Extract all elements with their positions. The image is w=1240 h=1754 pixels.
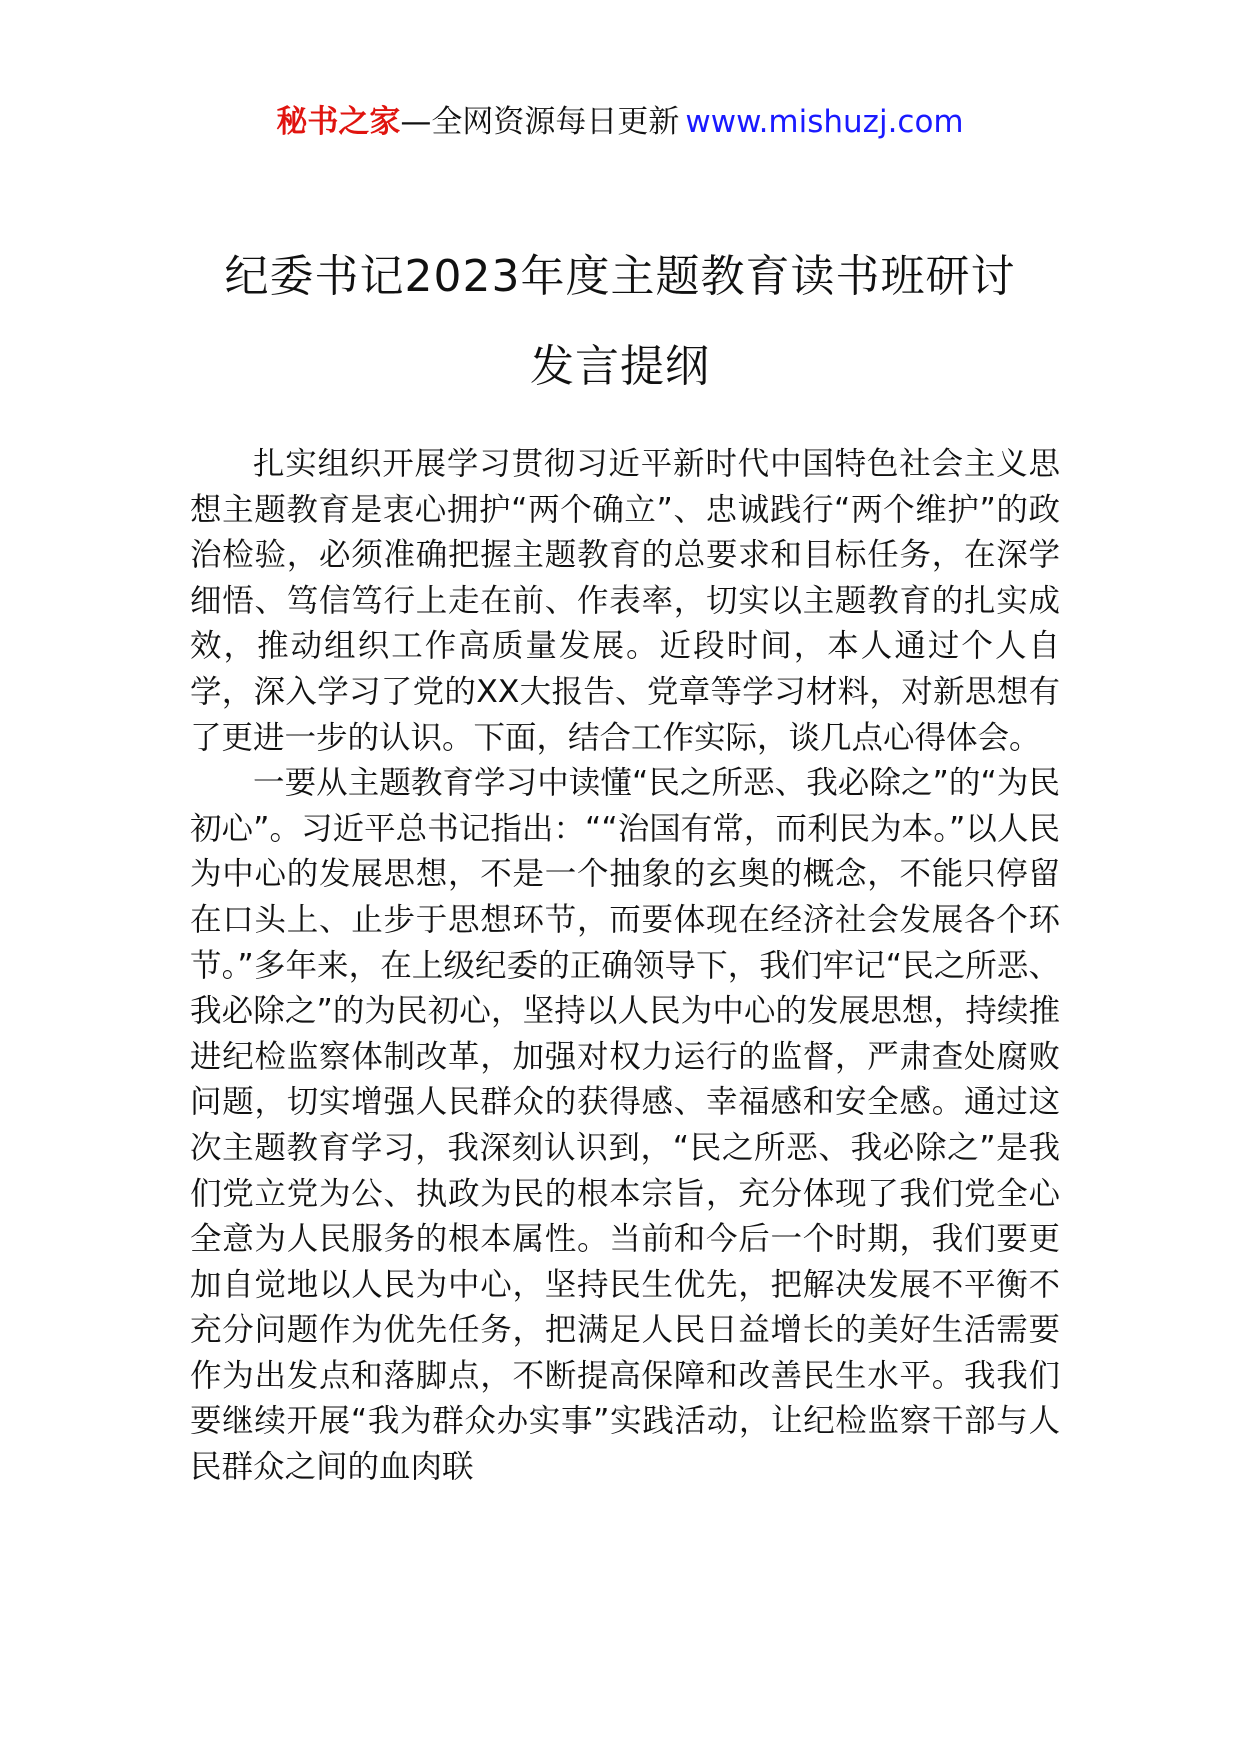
body-paragraph: 扎实组织开展学习贯彻习近平新时代中国特色社会主义思想主题教育是衷心拥护“两个确立”、忠诚践行“两个维护”的政治检验，必须准确把握主题教育的总要求和目标任务，在深学细悟、笃信笃行上走在前、作表率，切实以主题教育的扎实成效，推动组织工作高质量发展。近段时间，本人通过个人自学，深入学习了党的XX大报告、党章等学习材料，对新思想有了更进一步的认识。下面，结合工作实际，谈几点心得体会。: [190, 446, 1060, 756]
body-paragraph: 一要从主题教育学习中读懂“民之所恶、我必除之”的“为民初心”。习近平总书记指出：““治国有常，而利民为本。”以人民为中心的发展思想，不是一个抽象的玄奥的概念，不能只停留在口头上、止步于思想环节，而要体现在经济社会发展各个环节。”多年来，在上级纪委的正确领导下，我们牢记“民之所恶、我必除之”的为民初心，坚持以人民为中心的发展思想，持续推进纪检监察体制改革，加强对权力运行的监督，严肃查处腐败问题，切实增强人民群众的获得感、幸福感和安全感。通过这次主题教育学习，我深刻认识到，“民之所恶、我必除之”是我们党立党为公、执政为民的根本宗旨，充分体现了我们党全心全意为人民服务的根本属性。当前和今后一个时期，我们要更加自觉地以人民为中心，坚持民生优先，把解决发展不平衡不充分问题作为优先任务，把满足人民日益增长的美好生活需要作为出发点和落脚点，不断提高保障和改善民生水平。我我们要继续开展“我为群众办实事”实践活动，让纪检监察干部与人民群众之间的血肉联: [190, 765, 1060, 1486]
site-url-link[interactable]: www.mishuzj.com: [685, 104, 964, 140]
header-tagline: —全网资源每日更新: [400, 104, 680, 140]
document-body: [190, 442, 1060, 1491]
site-header: [0, 100, 1240, 144]
document-title: [150, 232, 1090, 412]
title-line-1: 纪委书记2023年度主题教育读书班研讨: [224, 251, 1016, 302]
brand-name: 秘书之家: [276, 104, 401, 140]
title-line-2: 发言提纲: [530, 341, 710, 392]
